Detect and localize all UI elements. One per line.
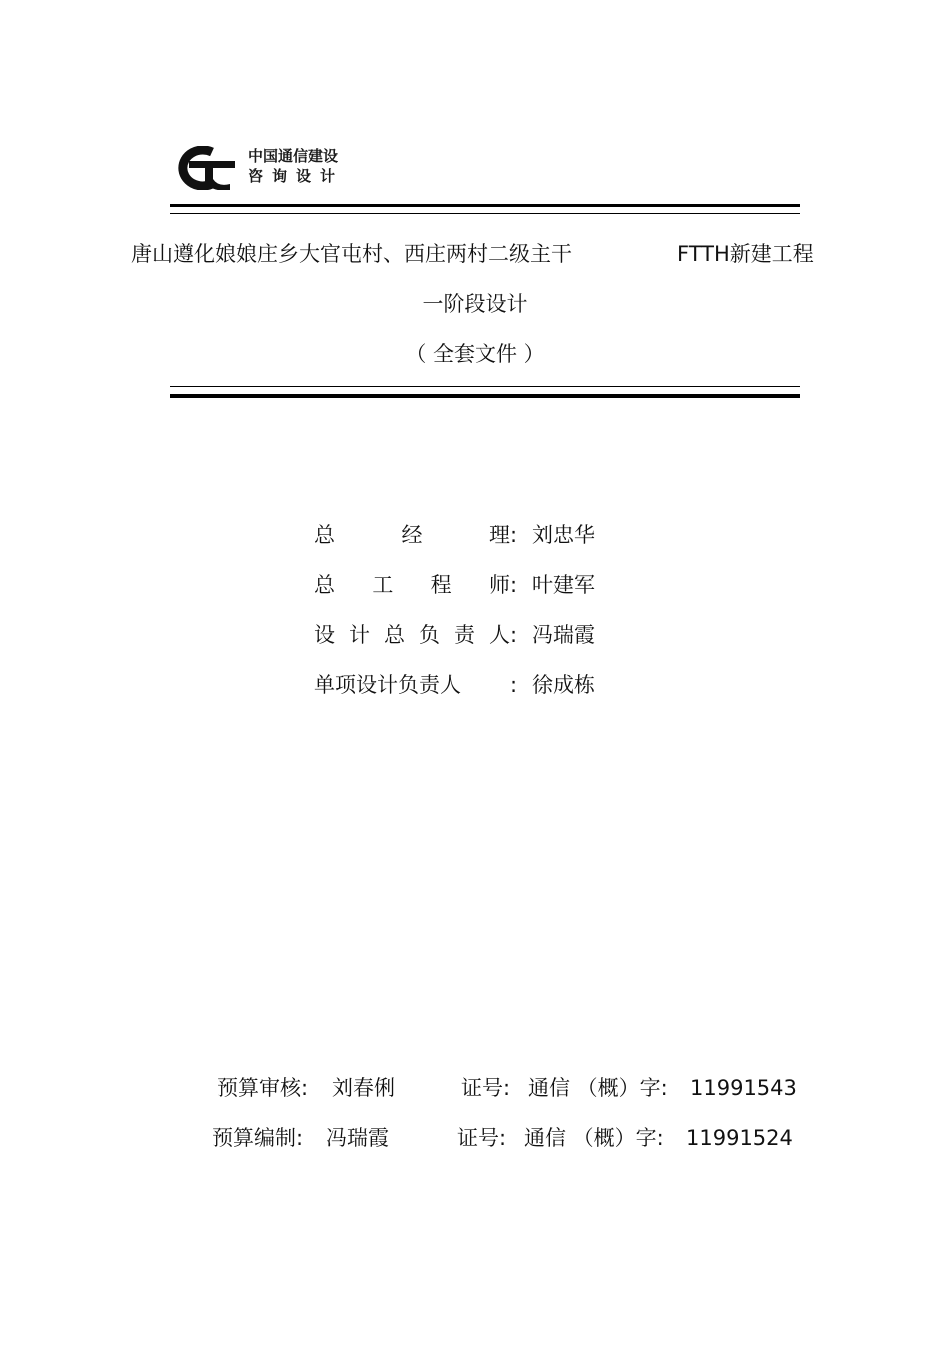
logo-line-1: 中国通信建设 <box>248 147 339 165</box>
header-rule-thin <box>170 213 800 214</box>
personnel-colon: : <box>510 523 518 547</box>
logo-line-2: 咨询设计 <box>248 167 345 185</box>
role-label-char: 负 <box>419 623 440 647</box>
personnel-colon: : <box>510 673 518 697</box>
role-label-char: 程 <box>430 573 452 597</box>
role-label-char: 人 <box>489 623 510 647</box>
role-label-char: 总 <box>384 623 405 647</box>
role-label-char: 总 <box>314 573 335 597</box>
personnel-role-design-lead <box>314 622 510 648</box>
personnel-role-item-design-lead: 单项设计负责人 <box>314 673 461 697</box>
budget-cert-type: 通信 （概）字: <box>524 1126 664 1150</box>
personnel-name-chief-engineer: 叶建军 <box>532 573 595 597</box>
personnel-colon: : <box>510 573 518 597</box>
budget-role-prepare: 预算编制: <box>212 1126 304 1150</box>
role-label-char: 计 <box>349 623 370 647</box>
budget-name-review: 刘春俐 <box>332 1076 395 1100</box>
project-title-phase: 一阶段设计 <box>422 292 528 316</box>
role-label-char: 师 <box>488 573 510 597</box>
role-label-char: 责 <box>454 623 475 647</box>
role-label-char: 工 <box>372 573 394 597</box>
personnel-name-general-manager: 刘忠华 <box>532 523 595 547</box>
personnel-name-item-design-lead: 徐成栋 <box>532 673 595 697</box>
personnel-colon: : <box>510 623 518 647</box>
title-rule-thick <box>170 394 800 398</box>
personnel-role-chief-engineer <box>314 572 510 598</box>
budget-cert-label: 证号: <box>461 1076 511 1100</box>
title-rule-thin <box>170 386 800 387</box>
role-label-char: 设 <box>314 623 335 647</box>
project-title-part-2: FTTH新建工程 <box>677 242 814 266</box>
budget-name-prepare: 冯瑞霞 <box>326 1126 389 1150</box>
project-title-scope: （ 全套文件 ） <box>405 342 545 366</box>
company-logo-icon <box>172 146 236 190</box>
header-rule-thick <box>170 204 800 207</box>
budget-cert-type: 通信 （概）字: <box>528 1076 668 1100</box>
budget-role-review: 预算审核: <box>217 1076 309 1100</box>
role-label-char: 经 <box>401 523 423 547</box>
company-logo-text <box>248 146 344 186</box>
budget-cert-number: 11991524 <box>686 1126 793 1150</box>
role-label-char: 总 <box>314 523 335 547</box>
personnel-name-design-lead: 冯瑞霞 <box>532 623 595 647</box>
role-label-char: 理 <box>489 523 510 547</box>
personnel-role-general-manager <box>314 522 510 548</box>
project-title-part-1: 唐山遵化娘娘庄乡大官屯村、西庄两村二级主干 <box>131 242 572 266</box>
budget-cert-number: 11991543 <box>690 1076 797 1100</box>
budget-cert-label: 证号: <box>457 1126 507 1150</box>
